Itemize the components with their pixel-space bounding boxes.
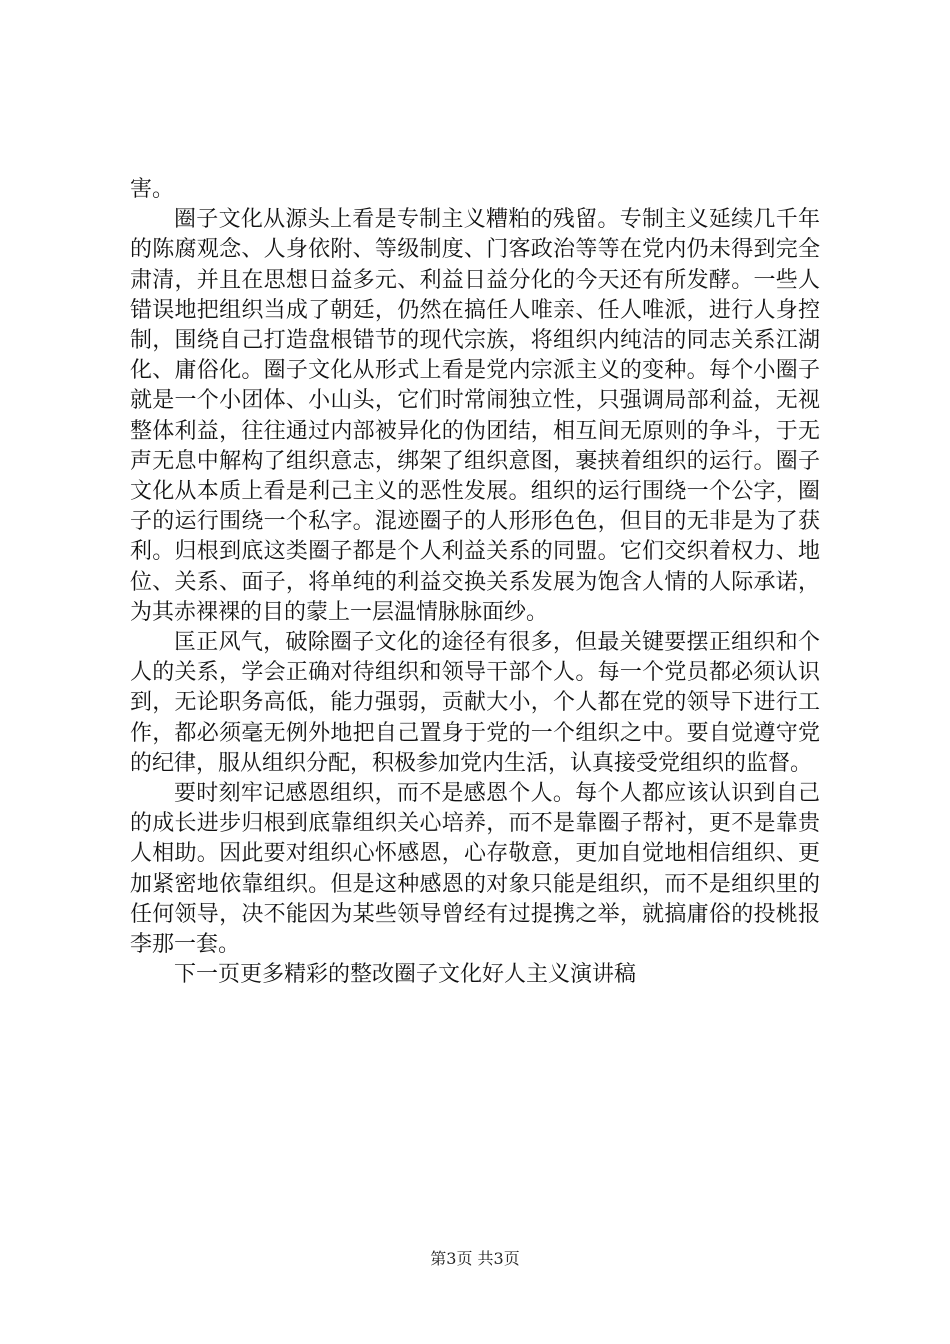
paragraph-continuation: 害。 xyxy=(130,177,175,202)
paragraph-gratitude-organization: 要时刻牢记感恩组织，而不是感恩个人。每个人都应该认识到自己的成长进步归根到底靠组织关心培养，而不是靠圈子帮衬，更不是靠贵人相助。因此要对组织心怀感恩，心存敬意，更加自觉地相信组织、更加紧密地依靠组织。但是这种感恩的对象只能是组织，而不是组织里的任何领导，决不能因为某些领导曾经有过提携之举，就搞庸俗的投桃报李那一套。 xyxy=(130,781,820,958)
document-body xyxy=(130,175,820,990)
next-page-link-text: 下一页更多精彩的整改圈子文化好人主义演讲稿 xyxy=(174,962,637,988)
paragraph-rectify-atmosphere: 匡正风气，破除圈子文化的途径有很多，但最关键要摆正组织和个人的关系，学会正确对待组织和领导干部个人。每一个党员都必须认识到，无论职务高低，能力强弱，贡献大小，个人都在党的领导下进行工作，都必须毫无例外地把自己置身于党的一个组织之中。要自觉遵守党的纪律，服从组织分配，积极参加党内生活，认真接受党组织的监督。 xyxy=(130,630,820,776)
paragraph-circle-culture-origin: 圈子文化从源头上看是专制主义糟粕的残留。专制主义延续几千年的陈腐观念、人身依附、等级制度、门客政治等等在党内仍未得到完全肃清，并且在思想日益多元、利益日益分化的今天还有所发酵。一些人错误地把组织当成了朝廷，仍然在搞任人唯亲、任人唯派，进行人身控制，围绕自己打造盘根错节的现代宗族，将组织内纯洁的同志关系江湖化、庸俗化。圈子文化从形式上看是党内宗派主义的变种。每个小圈子就是一个小团体、小山头，它们时常闹独立性，只强调局部利益，无视整体利益，往往通过内部被异化的伪团结，相互间无原则的争斗，于无声无息中解构了组织意志，绑架了组织意图，裹挟着组织的运行。圈子文化从本质上看是利己主义的恶性发展。组织的运行围绕一个公字，圈子的运行围绕一个私字。混迹圈子的人形形色色，但目的无非是为了获利。归根到底这类圈子都是个人利益关系的同盟。它们交织着权力、地位、关系、面子，将单纯的利益交换关系发展为饱含人情的人际承诺，为其赤裸裸的目的蒙上一层温情脉脉面纱。 xyxy=(130,207,820,625)
page-footer: 第3页 共3页 xyxy=(430,1249,520,1268)
